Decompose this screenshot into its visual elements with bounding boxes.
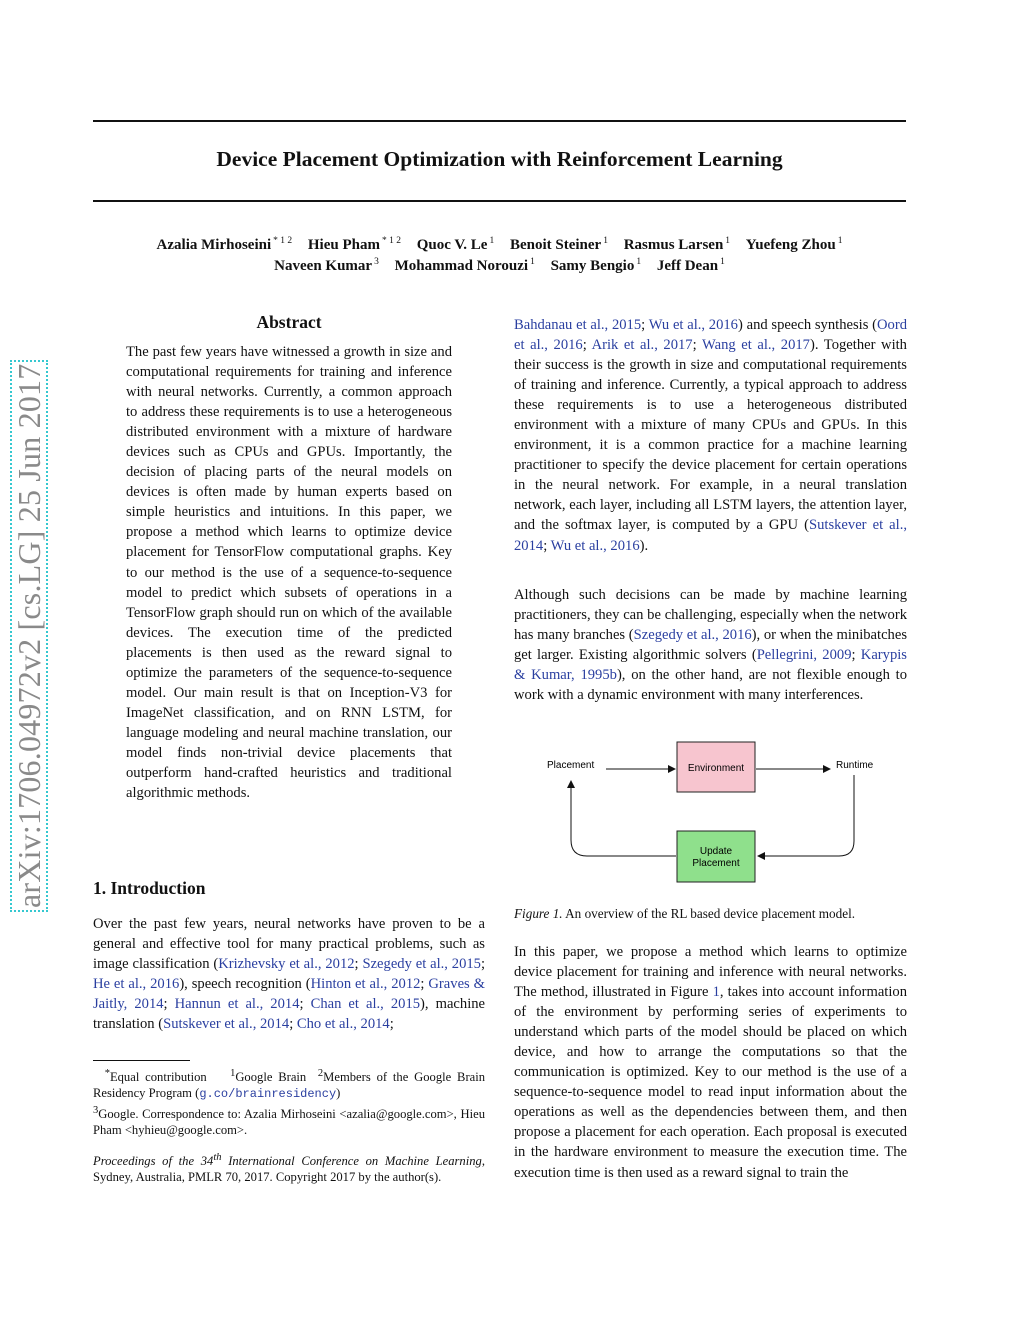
runtime-label: Runtime [836, 760, 874, 771]
citation-link[interactable]: Hinton et al., 2012 [310, 976, 421, 993]
citation-link[interactable]: Szegedy et al., 2016 [633, 627, 752, 644]
citation-link[interactable]: Cho et al., 2014 [296, 1016, 390, 1033]
author: Jeff Dean $^1$ [656, 257, 725, 274]
residency-link[interactable]: g.co/brainresidency [199, 1087, 337, 1102]
citation-link[interactable]: Wu et al., 2016 [648, 317, 738, 333]
abstract-text: The past few years have witnessed a growth in size and computational requirements for training and inference with neural networks. Currently, a common approach to address these requirements is to use a heterogeneous distributed environment with a mixture of hardware devices such as CPUs and GPUs. Importantly, the decision of placing parts of the neural models on devices is often made by human experts based on simple heuristics and intuitions. In this paper, we propose a method which learns to optimize device placement for TensorFlow computational graphs. Key to our method is the use of a sequence-to-sequence model to predict which subsets of operations in a TensorFlow graph should run on which of the available devices. The execution time of the predicted placements is then used as the reward signal to optimize the parameters of the sequence-to-sequence model. Our main result is that on Inception-V3 for ImageNet classification, and on RNN LSTM, for language modeling and neural machine translation, our model finds non-trivial device placements that outperform hand-crafted heuristics and traditional algorithmic methods. [126, 344, 452, 802]
rl-overview-diagram [530, 735, 890, 890]
title-rule [93, 200, 906, 202]
citation-link[interactable]: Wu et al., 2016 [550, 537, 640, 554]
citation-link[interactable]: Pellegrini, 2009 [756, 647, 852, 664]
right-paragraph-2: Although such decisions can be made by machine learning practitioners, they can be challenging, especially when the network has many branches (Szegedy et al., 2016), or when the minibatches get larger. Existing algorithmic solvers (Pellegrini, 2009; Karypis & Kumar, 1995b), on the other hand, are not flexible enough to work with a dynamic environment with many interferences. [514, 587, 908, 704]
citation-link[interactable]: He et al., 2016 [93, 976, 180, 993]
environment-label: Environment [687, 763, 745, 774]
update-label-line2: Placement [692, 858, 740, 869]
author: Mohammad Norouzi $^1$ [394, 257, 535, 274]
placement-label: Placement [547, 760, 595, 771]
figure-reference-link[interactable]: 1 [712, 984, 720, 1001]
right-paragraph-3: In this paper, we propose a method which learns to optimize device placement for training and inference with neural networks. The method, illustrated in Figure 1, takes into account information of the environment by performing series of experiments to understand which parts of the model should be placed on which device, and how to arrange the computations so that the communication is optimized. Key to our method is the use of a sequence-to-sequence model to read input information about the operations as well as the dependencies between them, and then propose a placement for each operation. Each proposal is executed in the hardware environment to measure the execution time. The execution time is then used as a reward signal to train the [514, 944, 907, 1181]
citation-link[interactable]: Sutskever et al., 2014 [514, 517, 907, 554]
paper-title: Device Placement Optimization with Reinforcement Learning [216, 147, 783, 171]
footnote-affiliations: *Equal contribution $^1$Google Brain $^2$Members of the Google Brain Residency Program (g.co/brainresidency) $^3$Google. Correspondence to: Azalia Mirhoseini <azalia@google.com>, Hieu Pham <hyhieu@google.com>. [93, 1068, 486, 1138]
citation-link[interactable]: Szegedy et al., 2015 [362, 956, 481, 973]
arrow-update-to-placement [571, 781, 676, 856]
update-label-line1: Update [699, 846, 733, 857]
author: Quoc V. Le $^1$ [416, 236, 495, 253]
citation-link[interactable]: Karypis & Kumar, 1995b [514, 647, 907, 684]
arxiv-identifier: arXiv:1706.04972v2 [cs.LG] 25 Jun 2017 [11, 363, 47, 908]
author-list-line1 [93, 236, 906, 254]
citation-link[interactable]: Arik et al., 2017 [591, 337, 693, 354]
proceedings-note: Proceedings of the 34th International Conference on Machine Learning, Sydney, Australia, PMLR 70, 2017. Copyright 2017 by the author(s). [93, 1152, 485, 1185]
abstract-heading: Abstract [256, 312, 322, 332]
author: Azalia Mirhoseini $^{* 1 2}$ [156, 236, 293, 253]
section-heading-introduction: 1. Introduction [93, 878, 206, 898]
author: Rasmus Larsen $^1$ [623, 236, 731, 253]
author: Naveen Kumar $^3$ [274, 257, 379, 274]
citation-link[interactable]: Oord et al., 2016 [514, 317, 907, 354]
figure-caption: Figure 1. An overview of the RL based device placement model. [514, 906, 856, 921]
footnote-rule [93, 1060, 190, 1061]
author: Yuefeng Zhou $^1$ [745, 236, 843, 253]
intro-paragraph: Over the past few years, neural networks have proven to be a general and effective tool for many practical problems, such as image classification (Krizhevsky et al., 2012; Szegedy et al., 2015; He et al., 2016), speech recognition (Hinton et al., 2012; Graves & Jaitly, 2014; Hannun et al., 2014; Chan et al., 2015), machine translation (Sutskever et al., 2014; Cho et al., 2014; [93, 916, 486, 1033]
citation-link[interactable]: Sutskever et al., 2014 [163, 1016, 290, 1033]
citation-link[interactable]: Hannun et al., 2014 [174, 996, 300, 1013]
author: Hieu Pham $^{* 1 2}$ [307, 236, 401, 253]
citation-link[interactable]: Krizhevsky et al., 2012 [218, 956, 355, 973]
author: Benoit Steiner $^1$ [509, 236, 608, 253]
author-list-line2 [93, 257, 906, 275]
citation-link[interactable]: Bahdanau et al., 2015 [514, 317, 642, 333]
right-paragraph-1: Bahdanau et al., 2015; Wu et al., 2016) and speech synthesis (Oord et al., 2016; Arik et al., 2017; Wang et al., 2017). Together with their success is the growth in size and computational requirements of training and inference. Currently, a typical approach to address these requirements is to use a heterogeneous distributed environment with a mixture of many CPUs and GPUs. In this environment, it is a common practice for a machine learning practitioner to specify the device placement for certain operations in the neural network. For example, in a neural translation network, each layer, including all LSTM layers, the attention layer, and the softmax layer, is computed by a GPU (Sutskever et al., 2014; Wu et al., 2016). [514, 317, 907, 554]
citation-link[interactable]: Wang et al., 2017 [701, 337, 810, 354]
top-rule [93, 120, 906, 122]
citation-link[interactable]: Graves & Jaitly, 2014 [93, 976, 485, 1013]
author: Samy Bengio $^1$ [550, 257, 642, 274]
citation-link[interactable]: Chan et al., 2015 [310, 996, 421, 1013]
arrow-runtime-to-update [758, 775, 854, 856]
